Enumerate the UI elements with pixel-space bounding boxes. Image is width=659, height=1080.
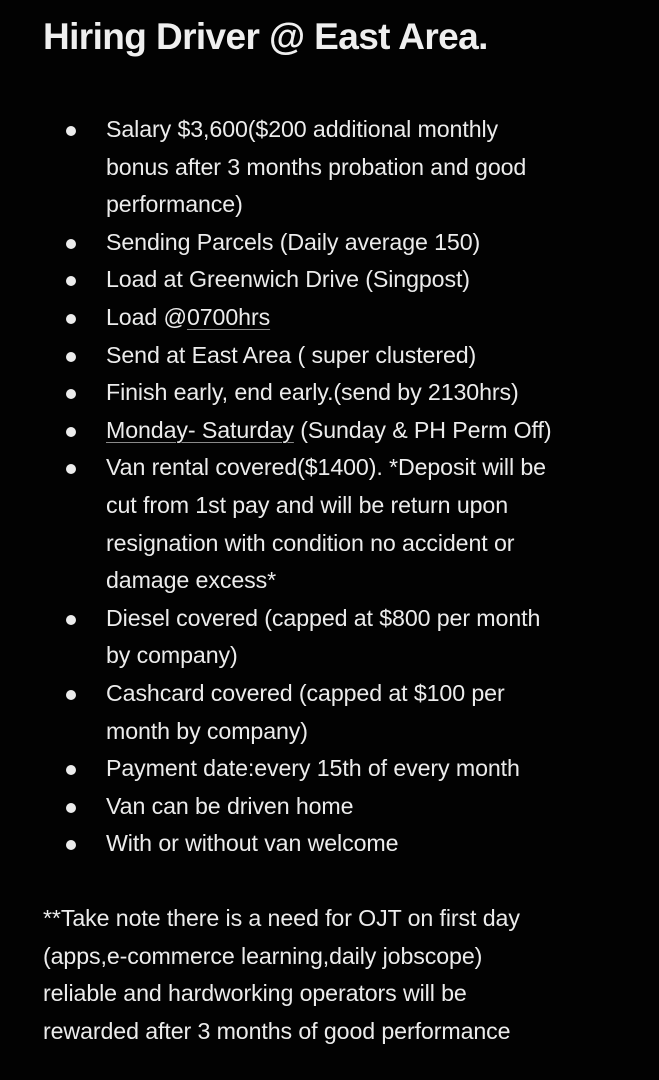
bullet-icon [66,314,76,324]
van-rental-line-3: resignation with condition no accident or [106,529,515,556]
bullet-icon [66,464,76,474]
load-location-text: Load at Greenwich Drive (Singpost) [106,266,470,293]
list-item-van-optional [0,825,659,863]
send-area-text: Send at East Area ( super clustered) [106,341,477,368]
ojt-note [43,900,643,1050]
cashcard-line-1: Cashcard covered (capped at $100 per [106,679,505,706]
bullet-icon [66,126,76,136]
job-details-list [0,111,659,863]
salary-line-2: bonus after 3 months probation and good [106,153,527,180]
list-item-van-rental [0,449,659,599]
van-rental-line-1: Van rental covered($1400). *Deposit will be [106,454,546,481]
finish-early-text: Finish early, end early.(send by 2130hrs) [106,379,519,406]
work-days-suffix: (Sunday & PH Perm Off) [293,416,552,443]
list-item-van-home [0,788,659,826]
list-item-send-area [0,337,659,375]
parcels-text: Sending Parcels (Daily average 150) [106,228,481,255]
list-item-diesel [0,600,659,675]
bullet-icon [66,690,76,700]
van-optional-text: With or without van welcome [106,830,399,857]
list-item-load-time [0,299,659,337]
bullet-icon [66,803,76,813]
bullet-icon [66,427,76,437]
diesel-line-1: Diesel covered (capped at $800 per month [106,604,541,631]
bullet-icon [66,765,76,775]
bullet-icon [66,239,76,249]
note-line-3: reliable and hardworking operators will be [43,980,467,1007]
load-time-prefix: Load @ [106,303,187,330]
van-home-text: Van can be driven home [106,792,354,819]
payment-date-text: Payment date:every 15th of every month [106,755,520,782]
load-time-link[interactable]: 0700hrs [186,303,271,330]
van-rental-line-2: cut from 1st pay and will be return upon [106,491,508,518]
list-item-payment-date [0,750,659,788]
salary-line-3: performance) [106,191,243,218]
posting-title: Hiring Driver @ East Area. [43,16,488,57]
work-days-link[interactable]: Monday- Saturday [106,416,294,443]
note-line-4: rewarded after 3 months of good performance [43,1017,511,1044]
note-line-2: (apps,e-commerce learning,daily jobscope) [43,942,483,969]
salary-line-1: Salary $3,600($200 additional monthly [106,116,499,142]
list-item-cashcard [0,675,659,750]
cashcard-line-2: month by company) [106,717,308,744]
van-rental-line-4: damage excess* [106,567,277,594]
list-item-salary [0,111,659,224]
bullet-icon [66,615,76,625]
list-item-finish-early [0,374,659,412]
list-item-parcels [0,224,659,262]
bullet-icon [66,840,76,850]
list-item-load-location [0,261,659,299]
bullet-icon [66,352,76,362]
bullet-icon [66,276,76,286]
bullet-icon [66,389,76,399]
list-item-work-days [0,412,659,450]
note-line-1: **Take note there is a need for OJT on first day [43,905,520,931]
diesel-line-2: by company) [106,642,238,669]
